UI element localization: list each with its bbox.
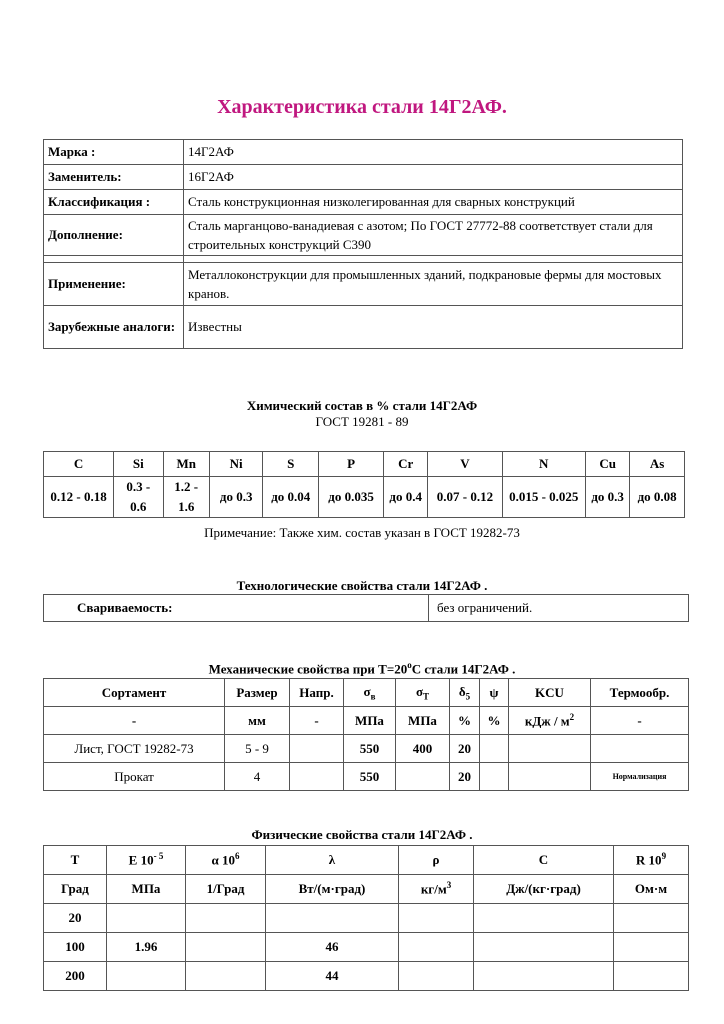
- phys-cell-r: [614, 904, 689, 933]
- mech-cell-napr: [290, 763, 344, 791]
- phys-row: [44, 904, 689, 933]
- phys-cell-t: 100: [44, 933, 107, 962]
- page-title: Характеристика стали 14Г2АФ.: [217, 96, 507, 118]
- chem-el: As: [630, 452, 685, 477]
- info-row-zamen: [44, 165, 683, 190]
- phys-u-t: Град: [44, 875, 107, 904]
- mech-u-sigma-b: МПа: [344, 707, 396, 735]
- chem-note: Примечание: Также хим. состав указан в ГОСТ 19282-73: [204, 525, 520, 540]
- prim-label: Применение:: [44, 263, 184, 306]
- phys-h-lambda: λ: [266, 846, 399, 875]
- chem-val: 1.2 - 1.6: [163, 477, 209, 518]
- chem-val: до 0.08: [630, 477, 685, 518]
- mech-h-sigma-b: $\sigma_в$: [344, 679, 396, 707]
- dop-value: Сталь марганцово-ванадиевая с азотом; По ГОСТ 27772-88 соответствует стали для строительных конструкций С390: [184, 215, 683, 256]
- mech-title-pre: Механические свойства при Т=20: [208, 661, 408, 677]
- phys-cell-alpha: [186, 933, 266, 962]
- phys-cell-e: [107, 904, 186, 933]
- phys-cell-lambda: 46: [266, 933, 399, 962]
- marka-value: 14Г2АФ: [184, 140, 683, 165]
- mech-cell-kcu: [509, 735, 591, 763]
- phys-row: [44, 962, 689, 991]
- klass-value: Сталь конструкционная низколегированная для сварных конструкций: [184, 190, 683, 215]
- chem-val: 0.07 - 0.12: [428, 477, 502, 518]
- phys-h-r: R $10^9$: [614, 846, 689, 875]
- phys-cell-lambda: 44: [266, 962, 399, 991]
- phys-u-r: Ом·м: [614, 875, 689, 904]
- chem-title: Химический состав в % стали 14Г2АФ: [246, 398, 478, 413]
- chem-el: Mn: [163, 452, 209, 477]
- chem-el: Ni: [209, 452, 263, 477]
- tech-table: [43, 594, 689, 622]
- phys-cell-rho: [399, 933, 474, 962]
- phys-cell-c: [474, 962, 614, 991]
- chem-el: V: [428, 452, 502, 477]
- phys-title: Физические свойства стали 14Г2АФ .: [251, 827, 473, 842]
- mech-cell-sigma-b: 550: [344, 763, 396, 791]
- mech-h-razmer: Размер: [225, 679, 290, 707]
- phys-cell-alpha: [186, 962, 266, 991]
- mech-cell-psi: [480, 735, 509, 763]
- mech-u-termo: -: [591, 707, 689, 735]
- mech-cell-psi: [480, 763, 509, 791]
- mech-h-termo: Термообр.: [591, 679, 689, 707]
- phys-h-rho: ρ: [399, 846, 474, 875]
- info-row-dop: [44, 215, 683, 256]
- mech-cell-sortament: Лист, ГОСТ 19282-73: [44, 735, 225, 763]
- mech-cell-termo: Нормализация: [591, 763, 689, 791]
- phys-h-t: T: [44, 846, 107, 875]
- phys-u-lambda: Вт/(м·град): [266, 875, 399, 904]
- phys-u-rho: $кг/м^3$: [399, 875, 474, 904]
- phys-units-row: [44, 875, 689, 904]
- tech-row: [44, 595, 689, 622]
- phys-h-e: E $10^{- 5}$: [107, 846, 186, 875]
- chem-el: P: [319, 452, 384, 477]
- info-row-klass: [44, 190, 683, 215]
- mech-u-psi: %: [480, 707, 509, 735]
- phys-cell-e: 1.96: [107, 933, 186, 962]
- mech-u-razmer: мм: [225, 707, 290, 735]
- phys-cell-r: [614, 933, 689, 962]
- chem-el: Cr: [384, 452, 428, 477]
- mech-h-delta: $\delta_5$: [450, 679, 480, 707]
- mech-h-sortament: Сортамент: [44, 679, 225, 707]
- phys-cell-e: [107, 962, 186, 991]
- mech-h-kcu: KCU: [509, 679, 591, 707]
- mech-units-row: [44, 707, 689, 735]
- mech-header-row: [44, 679, 689, 707]
- mech-h-sigma-t: $\sigma_T$: [396, 679, 450, 707]
- mech-cell-sigma-t: 400: [396, 735, 450, 763]
- chem-values-row: [44, 477, 685, 518]
- zarub-value: Известны: [184, 306, 683, 349]
- chem-val: до 0.3: [209, 477, 263, 518]
- info-row-marka: [44, 140, 683, 165]
- phys-u-e: МПа: [107, 875, 186, 904]
- tech-title: Технологические свойства стали 14Г2АФ .: [236, 578, 488, 593]
- chem-val: до 0.04: [263, 477, 319, 518]
- mech-cell-razmer: 4: [225, 763, 290, 791]
- chem-subtitle: ГОСТ 19281 - 89: [315, 414, 409, 429]
- chem-el: Si: [114, 452, 163, 477]
- dop-label: Дополнение:: [44, 215, 184, 256]
- phys-h-c: C: [474, 846, 614, 875]
- phys-cell-t: 20: [44, 904, 107, 933]
- mech-u-sortament: -: [44, 707, 225, 735]
- phys-cell-lambda: [266, 904, 399, 933]
- weld-label: Свариваемость:: [44, 595, 429, 622]
- chem-val: до 0.035: [319, 477, 384, 518]
- chem-header-row: [44, 452, 685, 477]
- mech-u-napr: -: [290, 707, 344, 735]
- chem-val: 0.015 - 0.025: [502, 477, 585, 518]
- phys-cell-alpha: [186, 904, 266, 933]
- mech-cell-termo: [591, 735, 689, 763]
- mech-cell-napr: [290, 735, 344, 763]
- mech-cell-delta: 20: [450, 735, 480, 763]
- phys-h-alpha: α $10^6$: [186, 846, 266, 875]
- mech-cell-razmer: 5 - 9: [225, 735, 290, 763]
- phys-cell-c: [474, 904, 614, 933]
- phys-cell-rho: [399, 904, 474, 933]
- chem-val: 0.3 - 0.6: [114, 477, 163, 518]
- mech-cell-sortament: Прокат: [44, 763, 225, 791]
- mech-h-napr: Напр.: [290, 679, 344, 707]
- mech-row: [44, 735, 689, 763]
- chem-val: 0.12 - 0.18: [44, 477, 114, 518]
- info-row-prim: [44, 263, 683, 306]
- info-separator: [44, 256, 683, 263]
- phys-cell-rho: [399, 962, 474, 991]
- chem-el: C: [44, 452, 114, 477]
- mech-u-kcu: кДж / $м^2$: [509, 707, 591, 735]
- mech-h-psi: ψ: [480, 679, 509, 707]
- mech-u-sigma-t: МПа: [396, 707, 450, 735]
- chem-el: Cu: [585, 452, 629, 477]
- mech-cell-delta: 20: [450, 763, 480, 791]
- mech-title: [0, 660, 724, 677]
- prim-value: Металлоконструкции для промышленных зданий, подкрановые фермы для мостовых кранов.: [184, 263, 683, 306]
- chem-val: до 0.3: [585, 477, 629, 518]
- phys-u-alpha: 1/Град: [186, 875, 266, 904]
- zamen-value: 16Г2АФ: [184, 165, 683, 190]
- info-row-zarub: [44, 306, 683, 349]
- mech-u-delta: %: [450, 707, 480, 735]
- mech-cell-sigma-b: 550: [344, 735, 396, 763]
- marka-label: Марка :: [44, 140, 184, 165]
- mech-row: [44, 763, 689, 791]
- klass-label: Классификация :: [44, 190, 184, 215]
- chem-el: N: [502, 452, 585, 477]
- weld-value: без ограничений.: [429, 595, 689, 622]
- chem-table: [43, 451, 685, 518]
- phys-row: [44, 933, 689, 962]
- chem-val: до 0.4: [384, 477, 428, 518]
- mech-title-post: С стали 14Г2АФ .: [411, 661, 516, 677]
- zarub-label: Зарубежные аналоги:: [44, 306, 184, 349]
- phys-table: [43, 845, 689, 991]
- mech-cell-sigma-t: [396, 763, 450, 791]
- mech-title-sup: o: [407, 660, 412, 670]
- zamen-label: Заменитель:: [44, 165, 184, 190]
- phys-cell-c: [474, 933, 614, 962]
- chem-el: S: [263, 452, 319, 477]
- phys-cell-r: [614, 962, 689, 991]
- mech-cell-kcu: [509, 763, 591, 791]
- phys-cell-t: 200: [44, 962, 107, 991]
- mech-table: [43, 678, 689, 791]
- phys-header-row: [44, 846, 689, 875]
- info-table: [43, 139, 683, 349]
- phys-u-c: Дж/(кг·град): [474, 875, 614, 904]
